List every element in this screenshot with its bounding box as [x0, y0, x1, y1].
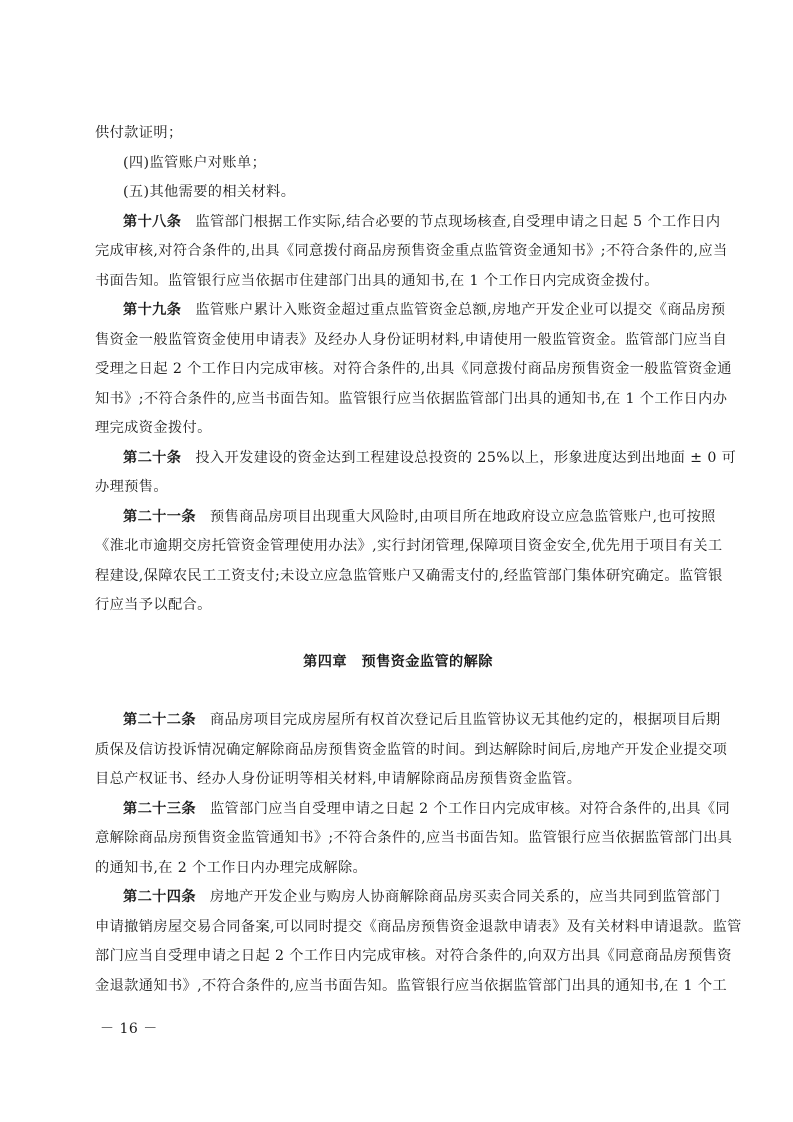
text-line: 的通知书,在 2 个工作日内办理完成解除。: [95, 859, 368, 876]
text-line: 意解除商品房预售资金监管通知书》;不符合条件的,应当书面告知。监管银行应当依据监管部门出具: [95, 830, 733, 846]
text-line: 《淮北市逾期交房托管资金管理使用办法》,实行封闭管理,保障项目资金安全,优先用于项目有关工: [95, 538, 723, 554]
article-heading: 第二十条: [123, 449, 182, 466]
text-line: 书面告知。监管银行应当依据市住建部门出具的通知书,在 1 个工作日内完成资金拨付。: [95, 272, 659, 289]
article-22: [95, 706, 728, 795]
text-line: 程建设,保障农民工工资支付;未设立应急监管账户又确需支付的,经监管部门集体研究确定。监管银: [95, 567, 723, 584]
text-line: 完成审核,对符合条件的,出具《同意拨付商品房预售资金重点监管资金通知书》;不符合条件的,应当: [95, 243, 728, 259]
paragraph-continuation: [95, 119, 701, 149]
article-text: 投入开发建设的资金达到工程建设总投资的 25%以上，形象进度达到出地面 ± 0 可: [195, 449, 737, 466]
text-line: 行应当予以配合。: [95, 597, 212, 613]
text-line: 理完成资金拨付。: [95, 420, 212, 436]
text-line: [95, 795, 731, 825]
text-line: 目总产权证书、经办人身份证明等相关材料,申请解除商品房预售资金监管。: [95, 771, 582, 787]
article-text: 预售商品房项目出现重大风险时,由项目所在地政府设立应急监管账户,也可按照: [209, 508, 716, 525]
article-20: [95, 444, 737, 503]
text-line: [95, 208, 721, 238]
article-heading: 第十八条: [123, 213, 182, 230]
page-number: － 16 －: [100, 1021, 158, 1037]
text-line: 办理预售。: [95, 479, 168, 495]
list-item-4: [95, 149, 701, 179]
text-line: 申请撤销房屋交易合同备案,可以同时提交《商品房预售资金退款申请表》及有关材料申请退款。监管: [95, 918, 742, 935]
text-line: 部门应当自受理申请之日起 2 个工作日内完成审核。对符合条件的,向双方出具《同意商品房预售资: [95, 948, 732, 964]
article-text: 监管部门应当自受理申请之日起 2 个工作日内完成审核。对符合条件的,出具《同: [209, 800, 731, 817]
text-line: [95, 883, 721, 913]
text-line: 知书》;不符合条件的,应当书面告知。监管银行应当依据监管部门出具的通知书,在 1 个工作日内办: [95, 390, 728, 407]
text-line: (四)监管账户对账单；: [123, 154, 267, 171]
article-23: [95, 795, 733, 884]
article-heading: 第十九条: [123, 302, 182, 318]
article-text: 房地产开发企业与购房人协商解除商品房买卖合同关系的，应当共同到监管部门: [209, 889, 721, 905]
text-line: 受理之日起 2 个工作日内完成审核。对符合条件的,出具《同意拨付商品房预售资金一般监管资金通: [95, 361, 732, 377]
article-24: [95, 883, 742, 1001]
text-line: 供付款证明；: [95, 125, 183, 141]
list-item-5: [95, 178, 701, 208]
article-heading: 第二十一条: [123, 508, 196, 525]
text-line: 售资金一般监管资金使用申请表》及经办人身份证明材料,申请使用一般监管资金。监管部门应当自: [95, 331, 728, 348]
text-line: 质保及信访投诉情况确定解除商品房预售资金监管的时间。到达解除时间后,房地产开发企业提交项: [95, 741, 728, 758]
article-19: [95, 296, 732, 444]
article-text: 商品房项目完成房屋所有权首次登记后且监管协议无其他约定的，根据项目后期: [209, 712, 721, 728]
article-heading: 第二十三条: [123, 800, 196, 817]
chapter-title: 第四章 预售资金监管的解除: [303, 654, 493, 670]
article-text: 监管部门根据工作实际,结合必要的节点现场核查,自受理申请之日起 5 个工作日内: [195, 213, 721, 230]
article-text: 监管账户累计入账资金超过重点监管资金总额,房地产开发企业可以提交《商品房预: [195, 302, 726, 318]
text-line: [95, 503, 716, 533]
article-heading: 第二十四条: [123, 889, 196, 905]
text-line: [95, 444, 737, 474]
article-21: [95, 503, 723, 621]
article-18: [95, 208, 728, 297]
text-line: (五)其他需要的相关材料。: [123, 184, 296, 200]
text-line: [95, 706, 721, 736]
article-heading: 第二十二条: [123, 712, 196, 728]
text-line: 金退款通知书》,不符合条件的,应当书面告知。监管银行应当依据监管部门出具的通知书,在 1 个工: [95, 977, 728, 994]
text-line: [95, 296, 726, 326]
